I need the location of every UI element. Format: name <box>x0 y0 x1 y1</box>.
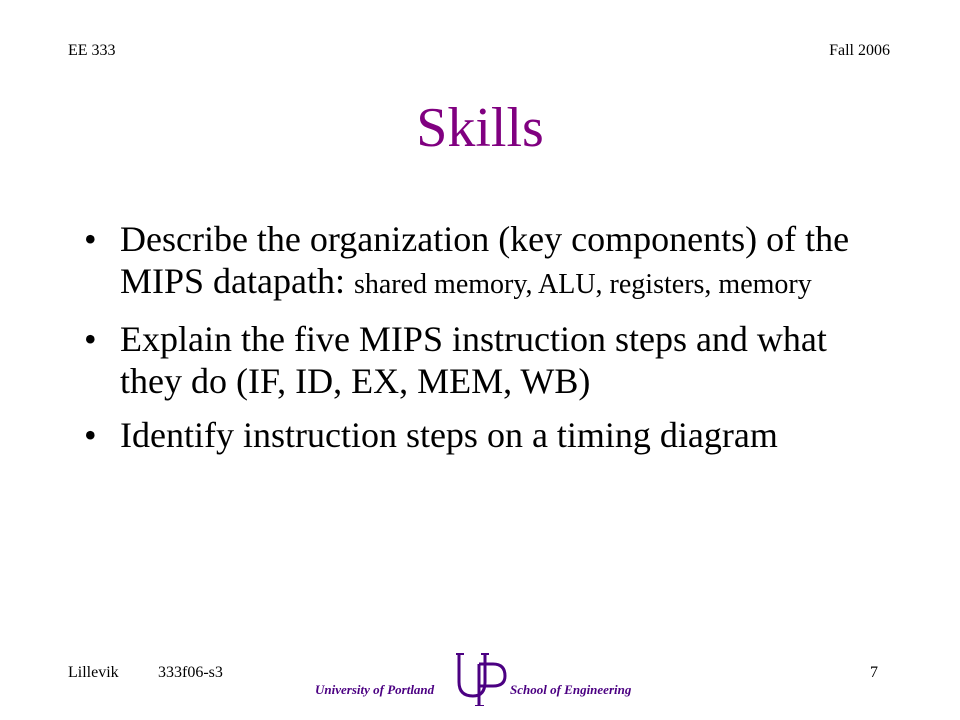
bullet-main-text: Identify instruction steps on a timing diagram <box>120 415 778 455</box>
logo-school-text: School of Engineering <box>510 682 632 697</box>
slide-title: Skills <box>416 97 544 159</box>
footer-course-code: 333f06-s3 <box>158 664 223 681</box>
bullet-list <box>84 218 884 468</box>
logo-university-text: University of Portland <box>315 682 435 697</box>
header-term: Fall 2006 <box>829 42 890 59</box>
up-monogram-icon <box>455 652 507 706</box>
footer-author: Lillevik <box>68 664 119 681</box>
bullet-item <box>84 218 884 306</box>
bullet-main-text: Describe the organization (key components) of the MIPS datapath: <box>120 219 850 301</box>
bullet-sub-text: shared memory, ALU, registers, memory <box>353 269 812 300</box>
page-number: 7 <box>870 664 878 681</box>
bullet-marker: • <box>84 415 97 455</box>
university-logo <box>315 652 655 708</box>
bullet-marker: • <box>84 219 97 259</box>
bullet-item <box>84 414 884 456</box>
header-course: EE 333 <box>68 42 116 59</box>
bullet-item <box>84 318 884 402</box>
bullet-main-text: Explain the five MIPS instruction steps and what they do (IF, ID, EX, MEM, WB) <box>120 319 827 401</box>
bullet-marker: • <box>84 319 97 359</box>
